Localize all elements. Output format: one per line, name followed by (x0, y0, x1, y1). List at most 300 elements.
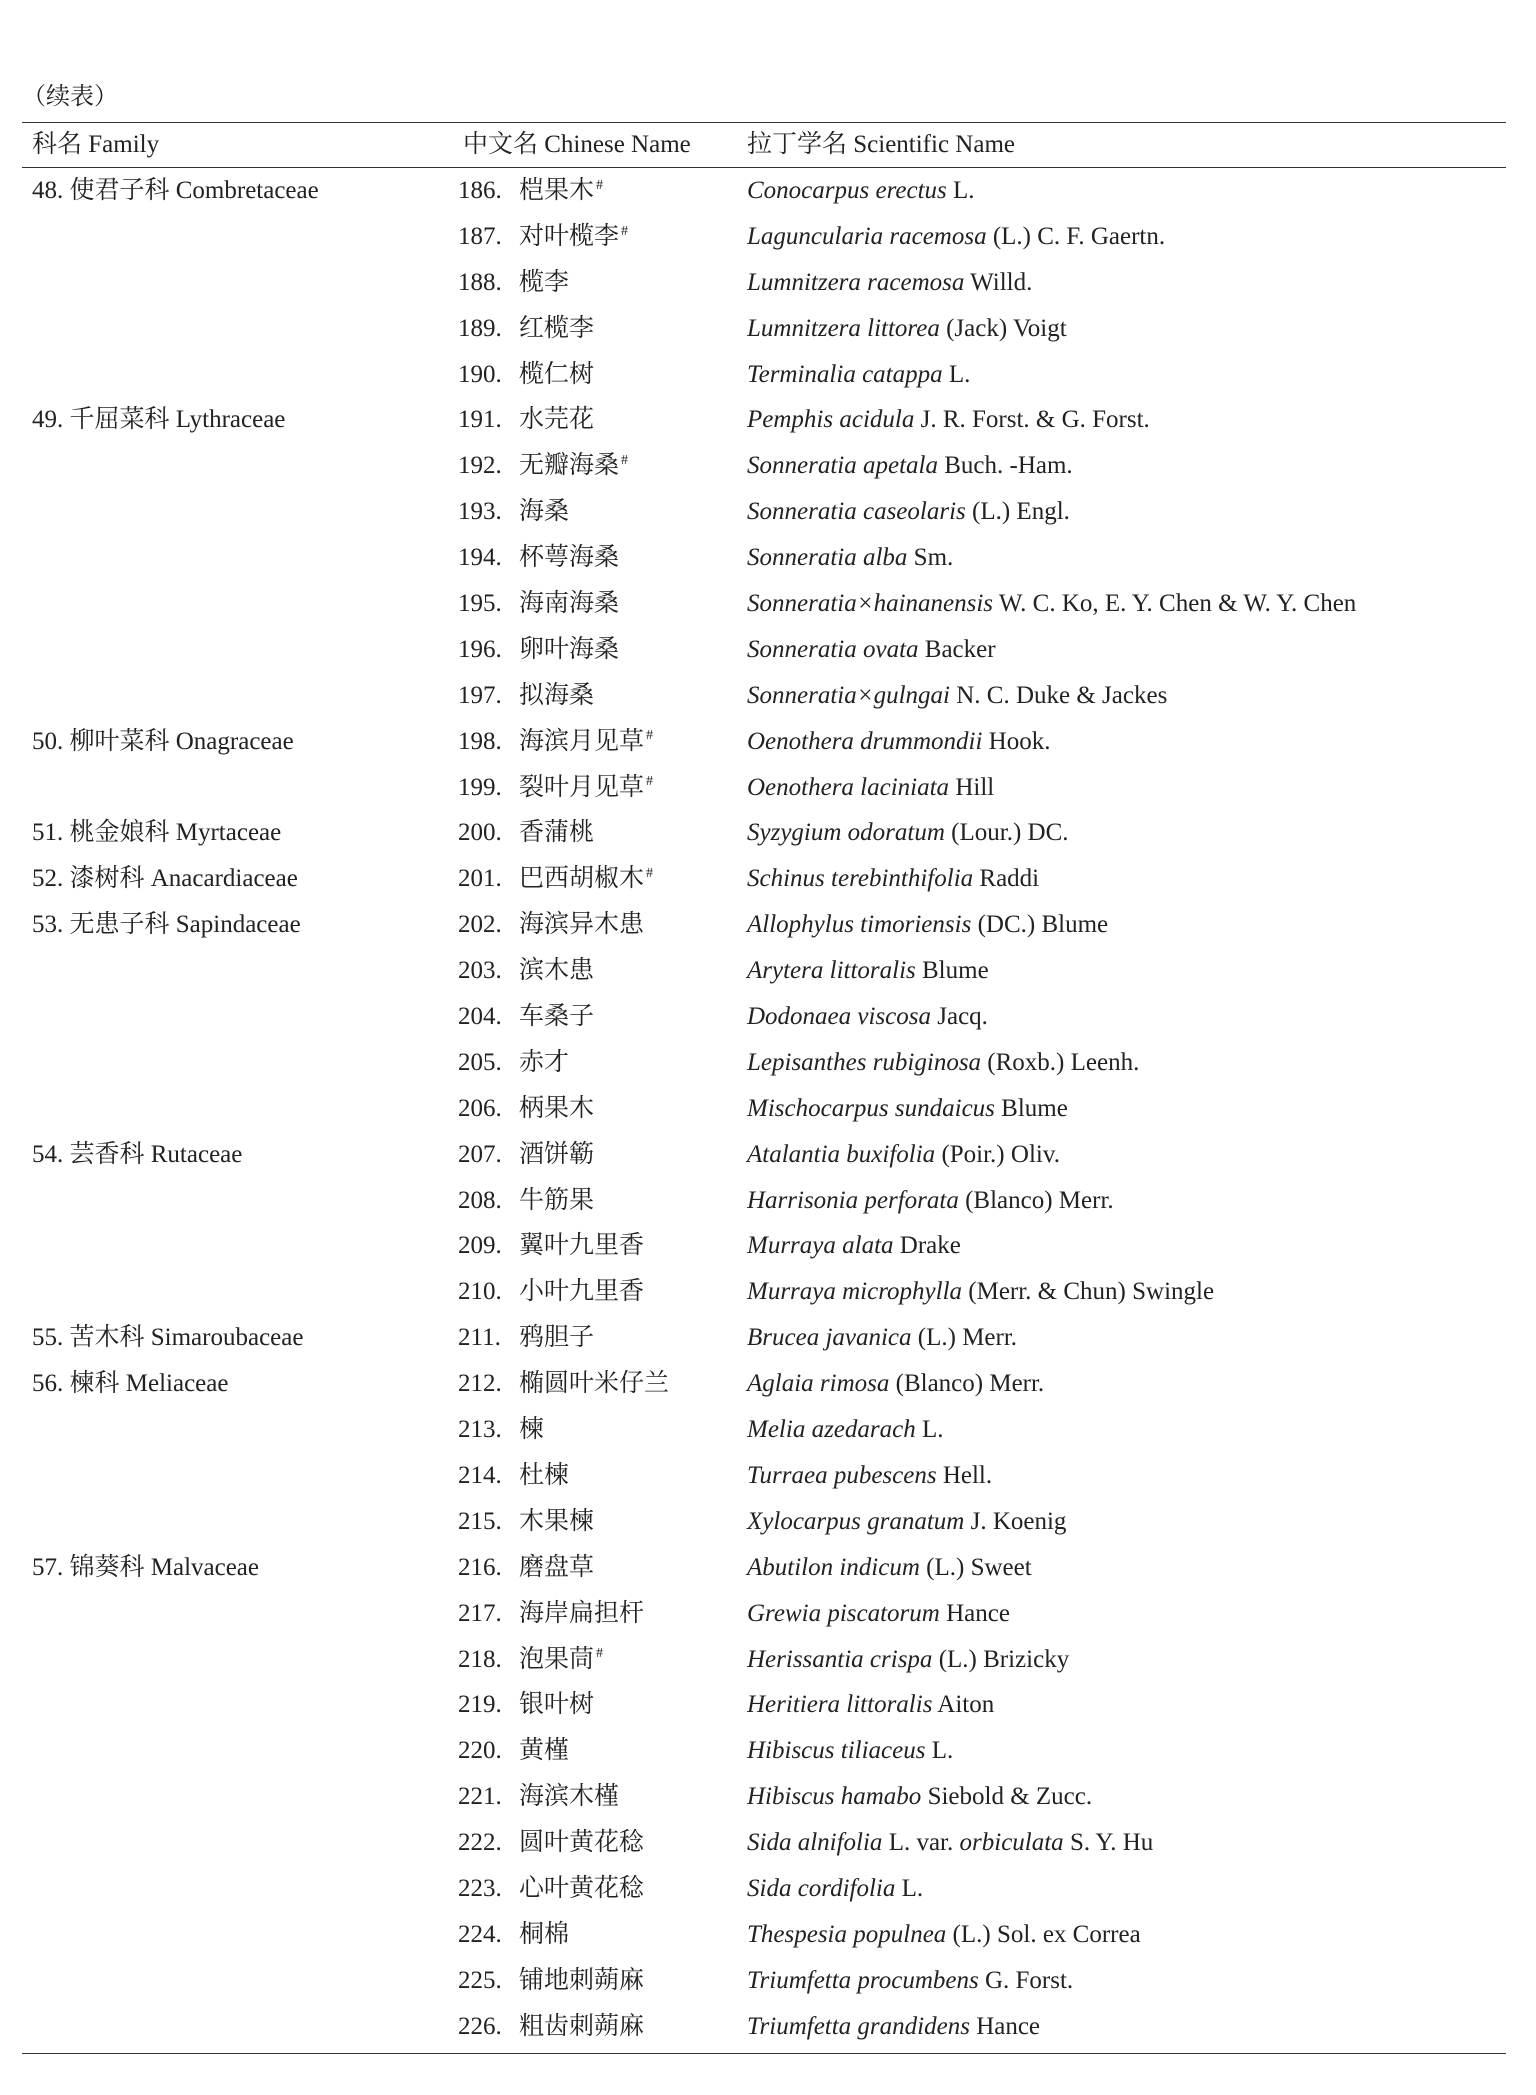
table-row (0, 1132, 1536, 1178)
scientific-name-cell (747, 1682, 994, 1728)
table-row (0, 1178, 1536, 1224)
scientific-name-italic: Schinus terebinthifolia (747, 865, 974, 893)
chinese-name-text: 小叶九里香 (519, 1278, 645, 1306)
table-row (0, 1361, 1536, 1407)
family-cell: 50. 柳叶菜科 Onagraceae (32, 727, 294, 755)
introduced-mark: # (646, 774, 654, 790)
species-number: 204. (458, 1003, 502, 1031)
scientific-name-italic: Murraya microphylla (747, 1278, 963, 1306)
chinese-name-cell (519, 1866, 644, 1912)
table-bottom-rule (22, 2053, 1506, 2054)
chinese-name-cell (519, 535, 619, 581)
chinese-name-text: 香蒲桃 (519, 819, 595, 847)
species-number: 208. (458, 1186, 502, 1214)
scientific-name-cell (747, 1912, 1141, 1958)
chinese-name-text: 无瓣海桑 (519, 452, 620, 480)
scientific-name-italic: Sida alnifolia (747, 1829, 883, 1857)
chinese-name-text: 磨盘草 (519, 1553, 595, 1581)
chinese-name-text: 杯萼海桑 (519, 544, 620, 572)
chinese-name-text: 海滨木槿 (519, 1783, 620, 1811)
family-cell: 56. 楝科 Meliaceae (32, 1370, 229, 1398)
table-row (0, 1086, 1536, 1132)
species-number: 220. (458, 1737, 502, 1765)
scientific-name-authority: Blume (994, 1094, 1068, 1122)
scientific-name-cell (747, 1637, 1069, 1683)
scientific-name-cell (747, 1178, 1114, 1224)
scientific-name-authority: Backer (918, 635, 996, 663)
scientific-name-italic: Thespesia populnea (747, 1920, 947, 1948)
chinese-name-text: 牛筋果 (519, 1186, 595, 1214)
species-number: 225. (458, 1966, 502, 1994)
family-cell: 53. 无患子科 Sapindaceae (32, 911, 301, 939)
scientific-name-authority: Hance (939, 1599, 1010, 1627)
chinese-name-text: 翼叶九里香 (519, 1232, 645, 1260)
chinese-name-text: 心叶黄花稔 (519, 1874, 645, 1902)
chinese-name-cell (519, 1407, 544, 1453)
chinese-name-text: 海滨月见草 (519, 727, 645, 755)
table-row (0, 1728, 1536, 1774)
chinese-name-cell (519, 1545, 594, 1591)
scientific-name-cell (747, 1591, 1010, 1637)
scientific-name-italic: Turraea pubescens (747, 1461, 937, 1489)
scientific-name-italic: Conocarpus erectus (747, 177, 947, 204)
scientific-name-cell (747, 765, 994, 811)
scientific-name-cell (747, 489, 1070, 535)
scientific-name-authority: Sm. (907, 544, 954, 572)
chinese-name-cell (519, 1499, 594, 1545)
table-row (0, 948, 1536, 994)
chinese-name-cell (519, 719, 653, 765)
table-row (0, 810, 1536, 856)
scientific-name-cell (747, 581, 1356, 627)
header-family: 科名 Family (32, 131, 160, 158)
species-number: 213. (458, 1416, 502, 1444)
chinese-name-cell (519, 1361, 669, 1407)
table-row (0, 1591, 1536, 1637)
scientific-name-authority: (L.) Sol. ex Correa (946, 1920, 1141, 1948)
species-number: 192. (458, 452, 502, 480)
scientific-name-cell (747, 306, 1067, 352)
species-number: 197. (458, 681, 502, 709)
scientific-name-authority: (Roxb.) Leenh. (981, 1048, 1140, 1076)
scientific-name-italic: orbiculata (959, 1829, 1064, 1857)
scientific-name-cell (747, 1223, 961, 1269)
scientific-name-italic: Dodonaea viscosa (747, 1003, 931, 1031)
scientific-name-italic: Sonneratia ovata (747, 635, 919, 663)
species-number: 217. (458, 1599, 502, 1627)
scientific-name-cell (747, 719, 1050, 765)
scientific-name-italic: Abutilon indicum (747, 1553, 920, 1581)
scientific-name-authority: L. (895, 1874, 924, 1902)
species-number: 221. (458, 1783, 502, 1811)
scientific-name-italic: Lepisanthes rubiginosa (747, 1048, 982, 1076)
scientific-name-authority: S. Y. Hu (1063, 1829, 1154, 1857)
scientific-name-cell (747, 535, 953, 581)
scientific-name-italic: Atalantia buxifolia (747, 1140, 936, 1168)
chinese-name-text: 水芫花 (519, 406, 595, 434)
species-number: 205. (458, 1048, 502, 1076)
species-number: 194. (458, 544, 502, 572)
scientific-name-italic: Arytera littoralis (747, 957, 916, 985)
scientific-name-italic: Triumfetta procumbens (747, 1966, 979, 1994)
chinese-name-cell (519, 856, 653, 902)
chinese-name-cell (519, 397, 594, 443)
chinese-name-text: 海南海桑 (519, 590, 620, 618)
species-number: 189. (458, 314, 502, 342)
species-number: 215. (458, 1507, 502, 1535)
scientific-name-italic: Brucea javanica (747, 1324, 912, 1352)
chinese-name-cell (519, 214, 628, 260)
scientific-name-authority: (Poir.) Oliv. (935, 1140, 1060, 1168)
header-scientific-name: 拉丁学名 Scientific Name (747, 131, 1015, 158)
introduced-mark: # (646, 866, 654, 882)
table-row (0, 581, 1536, 627)
scientific-name-cell (747, 1958, 1073, 2004)
species-number: 201. (458, 865, 502, 893)
scientific-name-italic: Aglaia rimosa (747, 1370, 890, 1398)
chinese-name-cell (519, 902, 644, 948)
chinese-name-text: 楝 (519, 1416, 545, 1444)
scientific-name-authority: G. Forst. (978, 1966, 1074, 1994)
scientific-name-italic: Murraya alata (747, 1232, 894, 1260)
chinese-name-cell (519, 443, 628, 489)
scientific-name-authority: L. (942, 360, 971, 388)
scientific-name-italic: Oenothera laciniata (747, 773, 950, 801)
scientific-name-cell (747, 1086, 1068, 1132)
chinese-name-text: 红榄李 (519, 314, 595, 342)
chinese-name-cell (519, 1269, 644, 1315)
chinese-name-cell (519, 1820, 644, 1866)
chinese-name-cell (519, 1774, 619, 1820)
table-header (0, 124, 1536, 166)
scientific-name-authority: (Lour.) DC. (944, 819, 1069, 847)
table-row (0, 1407, 1536, 1453)
scientific-name-cell (747, 352, 970, 398)
scientific-name-authority: (DC.) Blume (971, 911, 1109, 939)
table-row (0, 1269, 1536, 1315)
chinese-name-cell (519, 2004, 644, 2050)
scientific-name-cell (747, 810, 1069, 856)
table-row (0, 994, 1536, 1040)
chinese-name-text: 车桑子 (519, 1003, 595, 1031)
chinese-name-text: 木果楝 (519, 1507, 595, 1535)
chinese-name-cell (519, 581, 619, 627)
chinese-name-cell (519, 1223, 644, 1269)
family-cell: 52. 漆树科 Anacardiaceae (32, 865, 298, 893)
chinese-name-text: 铺地刺蒴麻 (519, 1966, 645, 1994)
table-row (0, 902, 1536, 948)
scientific-name-authority: L. var. (882, 1829, 960, 1857)
species-number: 191. (458, 406, 502, 434)
introduced-mark: # (646, 728, 654, 744)
chinese-name-text: 对叶榄李 (519, 222, 620, 250)
chinese-name-cell (519, 1086, 594, 1132)
species-number: 199. (458, 773, 502, 801)
scientific-name-italic: Oenothera drummondii (747, 727, 983, 755)
scientific-name-cell (747, 948, 989, 994)
chinese-name-cell (519, 673, 594, 719)
scientific-name-cell (747, 1407, 944, 1453)
scientific-name-italic: Sida cordifolia (747, 1874, 896, 1902)
scientific-name-cell (747, 1774, 1092, 1820)
scientific-name-italic: Syzygium odoratum (747, 819, 945, 847)
scientific-name-authority: (L.) C. F. Gaertn. (986, 222, 1166, 250)
species-number: 187. (458, 222, 502, 250)
scientific-name-cell (747, 627, 996, 673)
table-row (0, 443, 1536, 489)
species-number: 222. (458, 1829, 502, 1857)
chinese-name-cell (519, 1958, 644, 2004)
scientific-name-cell (747, 1453, 992, 1499)
introduced-mark: # (621, 223, 629, 239)
table-row (0, 1774, 1536, 1820)
chinese-name-cell (519, 994, 594, 1040)
chinese-name-cell (519, 489, 569, 535)
family-cell: 57. 锦葵科 Malvaceae (32, 1553, 260, 1581)
scientific-name-authority: Hook. (982, 727, 1051, 755)
chinese-name-text: 椭圆叶米仔兰 (519, 1370, 670, 1398)
table-row (0, 1682, 1536, 1728)
species-number: 207. (458, 1140, 502, 1168)
scientific-name-italic: Harrisonia perforata (747, 1186, 959, 1214)
chinese-name-text: 鸦胆子 (519, 1324, 595, 1352)
chinese-name-cell (519, 1591, 644, 1637)
species-number: 226. (458, 2012, 502, 2040)
scientific-name-authority: Jacq. (931, 1003, 988, 1031)
table-row (0, 719, 1536, 765)
scientific-name-authority: (L.) Merr. (911, 1324, 1018, 1352)
chinese-name-text: 桤果木 (519, 177, 595, 204)
chinese-name-cell (519, 1453, 569, 1499)
species-number: 216. (458, 1553, 502, 1581)
family-cell: 49. 千屈菜科 Lythraceae (32, 406, 286, 434)
table-row (0, 535, 1536, 581)
scientific-name-authority: (Merr. & Chun) Swingle (962, 1278, 1215, 1306)
species-number: 195. (458, 590, 502, 618)
chinese-name-cell (519, 1040, 569, 1086)
chinese-name-cell (519, 948, 594, 994)
chinese-name-cell (519, 352, 594, 398)
scientific-name-italic: Terminalia catappa (747, 360, 943, 388)
family-cell: 55. 苦木科 Simaroubaceae (32, 1324, 304, 1352)
chinese-name-text: 黄槿 (519, 1737, 570, 1765)
chinese-name-cell (519, 1132, 594, 1178)
species-number: 218. (458, 1645, 502, 1673)
scientific-name-italic: Sonneratia×gulngai (747, 681, 950, 709)
scientific-name-cell (747, 1269, 1214, 1315)
chinese-name-text: 卵叶海桑 (519, 635, 620, 663)
table-row (0, 1040, 1536, 1086)
table-row (0, 1637, 1536, 1683)
scientific-name-italic: Allophylus timoriensis (747, 911, 972, 939)
scientific-name-authority: Raddi (973, 865, 1040, 893)
scientific-name-cell (747, 1040, 1139, 1086)
chinese-name-text: 酒饼簕 (519, 1140, 595, 1168)
scientific-name-cell (747, 856, 1039, 902)
chinese-name-cell (519, 1912, 569, 1958)
header-chinese-name: 中文名 Chinese Name (463, 131, 691, 158)
scientific-name-authority: Aiton (932, 1691, 995, 1719)
chinese-name-text: 榄李 (519, 268, 570, 296)
chinese-name-text: 桐棉 (519, 1920, 570, 1948)
table-row (0, 1453, 1536, 1499)
species-number: 219. (458, 1691, 502, 1719)
chinese-name-text: 柄果木 (519, 1094, 595, 1122)
table-row (0, 1499, 1536, 1545)
chinese-name-text: 裂叶月见草 (519, 773, 645, 801)
scientific-name-cell (747, 1728, 953, 1774)
scientific-name-italic: Sonneratia caseolaris (747, 498, 966, 526)
chinese-name-text: 圆叶黄花稔 (519, 1829, 645, 1857)
table-row (0, 1315, 1536, 1361)
species-number: 214. (458, 1461, 502, 1489)
scientific-name-italic: Sonneratia×hainanensis (747, 590, 994, 618)
scientific-name-italic: Pemphis acidula (747, 406, 915, 434)
introduced-mark: # (621, 453, 629, 469)
chinese-name-text: 海岸扁担杆 (519, 1599, 645, 1627)
species-number: 198. (458, 727, 502, 755)
family-cell: 54. 芸香科 Rutaceae (32, 1140, 243, 1168)
scientific-name-authority: (Blanco) Merr. (889, 1370, 1045, 1398)
table-row (0, 1958, 1536, 2004)
scientific-name-italic: Heritiera littoralis (747, 1691, 933, 1719)
chinese-name-text: 泡果茼 (519, 1645, 595, 1673)
species-number: 223. (458, 1874, 502, 1902)
scientific-name-authority: L. (946, 177, 975, 204)
species-number: 209. (458, 1232, 502, 1260)
species-number: 188. (458, 268, 502, 296)
table-top-rule (22, 122, 1506, 123)
chinese-name-text: 杜楝 (519, 1461, 570, 1489)
scientific-name-authority: L. (925, 1737, 954, 1765)
chinese-name-cell (519, 1637, 603, 1683)
species-number: 200. (458, 819, 502, 847)
scientific-name-cell (747, 168, 975, 214)
scientific-name-authority: Buch. -Ham. (937, 452, 1073, 480)
chinese-name-cell (519, 306, 594, 352)
scientific-name-authority: Hance (969, 2012, 1041, 2040)
chinese-name-cell (519, 1728, 569, 1774)
table-row (0, 1223, 1536, 1269)
scientific-name-italic: Sonneratia alba (747, 544, 908, 572)
scientific-name-italic: Herissantia crispa (747, 1645, 933, 1673)
scientific-name-cell (747, 994, 988, 1040)
scientific-name-cell (747, 1499, 1066, 1545)
chinese-name-text: 赤才 (519, 1048, 570, 1076)
scientific-name-italic: Hibiscus hamabo (747, 1783, 922, 1811)
table-row (0, 856, 1536, 902)
species-number: 193. (458, 498, 502, 526)
scientific-name-cell (747, 673, 1167, 719)
scientific-name-authority: (L.) Engl. (965, 498, 1070, 526)
family-cell: 51. 桃金娘科 Myrtaceae (32, 819, 282, 847)
introduced-mark: # (596, 1646, 604, 1662)
chinese-name-text: 粗齿刺蒴麻 (519, 2012, 645, 2040)
table-row (0, 673, 1536, 719)
scientific-name-italic: Mischocarpus sundaicus (747, 1094, 995, 1122)
scientific-name-authority: Willd. (964, 268, 1033, 296)
table-row (0, 1912, 1536, 1958)
chinese-name-cell (519, 260, 569, 306)
chinese-name-cell (519, 765, 653, 811)
chinese-name-text: 海滨异木患 (519, 911, 645, 939)
scientific-name-italic: Lumnitzera racemosa (747, 268, 965, 296)
scientific-name-cell (747, 443, 1073, 489)
family-cell: 48. 使君子科 Combretaceae (32, 177, 319, 204)
species-number: 196. (458, 635, 502, 663)
scientific-name-italic: Lumnitzera littorea (747, 314, 940, 342)
table-row (0, 214, 1536, 260)
table-row (0, 1545, 1536, 1591)
scientific-name-authority: Drake (893, 1232, 961, 1260)
chinese-name-cell (519, 168, 603, 214)
table-row (0, 168, 1536, 214)
scientific-name-authority: (Blanco) Merr. (958, 1186, 1114, 1214)
scientific-name-cell (747, 1315, 1017, 1361)
species-number: 206. (458, 1094, 502, 1122)
scientific-name-italic: Triumfetta grandidens (747, 2012, 970, 2040)
chinese-name-text: 滨木患 (519, 957, 595, 985)
scientific-name-authority: (L.) Brizicky (932, 1645, 1070, 1673)
species-number: 224. (458, 1920, 502, 1948)
scientific-name-cell (747, 214, 1165, 260)
scientific-name-cell (747, 2004, 1040, 2050)
species-number: 186. (458, 177, 502, 204)
scientific-name-authority: Blume (915, 957, 989, 985)
scientific-name-italic: Xylocarpus granatum (747, 1507, 965, 1535)
scientific-name-authority: Siebold & Zucc. (921, 1783, 1093, 1811)
species-number: 190. (458, 360, 502, 388)
chinese-name-cell (519, 1315, 594, 1361)
table-row (0, 765, 1536, 811)
scientific-name-cell (747, 1820, 1153, 1866)
scientific-name-cell (747, 397, 1150, 443)
table-row (0, 1820, 1536, 1866)
scientific-name-cell (747, 1132, 1060, 1178)
species-number: 212. (458, 1370, 502, 1398)
table-row (0, 489, 1536, 535)
scientific-name-cell (747, 1361, 1044, 1407)
introduced-mark: # (596, 177, 604, 193)
chinese-name-cell (519, 810, 594, 856)
scientific-name-authority: N. C. Duke & Jackes (949, 681, 1168, 709)
chinese-name-text: 海桑 (519, 498, 570, 526)
scientific-name-cell (747, 260, 1032, 306)
table-row (0, 2004, 1536, 2050)
scientific-name-italic: Sonneratia apetala (747, 452, 938, 480)
table-row (0, 1866, 1536, 1912)
table-row (0, 397, 1536, 443)
scientific-name-italic: Melia azedarach (747, 1416, 916, 1444)
table-caption: （续表） (22, 84, 118, 110)
species-number: 211. (458, 1324, 501, 1352)
scientific-name-authority: (L.) Sweet (919, 1553, 1032, 1581)
scientific-name-authority: Hell. (936, 1461, 993, 1489)
scientific-name-cell (747, 1866, 923, 1912)
chinese-name-cell (519, 1178, 594, 1224)
chinese-name-text: 榄仁树 (519, 360, 595, 388)
table-row (0, 352, 1536, 398)
scientific-name-authority: (Jack) Voigt (939, 314, 1067, 342)
chinese-name-text: 银叶树 (519, 1691, 595, 1719)
table-row (0, 260, 1536, 306)
species-number: 203. (458, 957, 502, 985)
scientific-name-authority: Hill (949, 773, 995, 801)
chinese-name-cell (519, 1682, 594, 1728)
species-number: 210. (458, 1278, 502, 1306)
species-number: 202. (458, 911, 502, 939)
scientific-name-authority: W. C. Ko, E. Y. Chen & W. Y. Chen (993, 590, 1357, 618)
